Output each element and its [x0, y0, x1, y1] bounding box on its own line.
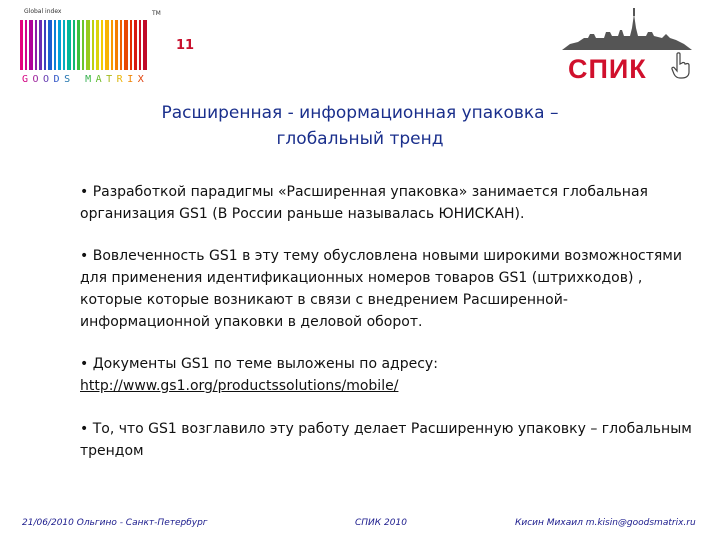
- footer-event: СПИК 2010: [355, 518, 407, 528]
- title-line-2: глобальный тренд: [276, 129, 444, 149]
- city-skyline-icon: [558, 8, 698, 56]
- footer-author-email: Кисин Михаил m.kisin@goodsmatrix.ru: [515, 518, 696, 528]
- gs1-mobile-link[interactable]: http://www.gs1.org/productssolutions/mobile/: [80, 378, 399, 394]
- goods-matrix-small-caption: Global index: [24, 8, 62, 15]
- title-line-1: Расширенная - информационная упаковка –: [161, 103, 559, 123]
- goods-matrix-wordmark-svg: [22, 72, 157, 84]
- bullet-paragraph-3: [80, 353, 695, 397]
- spik-wordmark: СПИК: [568, 54, 647, 84]
- goods-matrix-wordmark: [22, 72, 157, 87]
- goods-matrix-logo: [18, 8, 163, 84]
- goods-matrix-tm: TM: [152, 10, 161, 17]
- svg-text:GOODS MATRIX: GOODS MATRIX: [22, 74, 149, 84]
- bullet-paragraph-3-text: • Документы GS1 по теме выложены по адресу:: [80, 356, 438, 372]
- spik-logo: [558, 8, 698, 88]
- bullet-paragraph-4: • То, что GS1 возглавило эту работу делает Расширенную упаковку – глобальным трендом: [80, 421, 692, 459]
- slide-title: [100, 100, 620, 152]
- bullet-paragraph-1: • Разработкой парадигмы «Расширенная упаковка» занимается глобальная организация GS1 (В России раньше называлась ЮНИСКАН).: [80, 184, 648, 222]
- footer-date-location: 21/06/2010 Ольгино - Санкт-Петербург: [22, 518, 208, 528]
- hand-cursor-icon: [670, 52, 692, 80]
- barcode-icon: [20, 20, 150, 70]
- page-number: 11: [176, 38, 195, 53]
- bullet-paragraph-2: • Вовлеченность GS1 в эту тему обусловлена новыми широкими возможностями для применения идентификационных номеров товаров GS1 (штрихкодов) , которые которые возникают в связи с внедрением Расширенной-информационной упаковки в деловой оборот.: [80, 248, 682, 330]
